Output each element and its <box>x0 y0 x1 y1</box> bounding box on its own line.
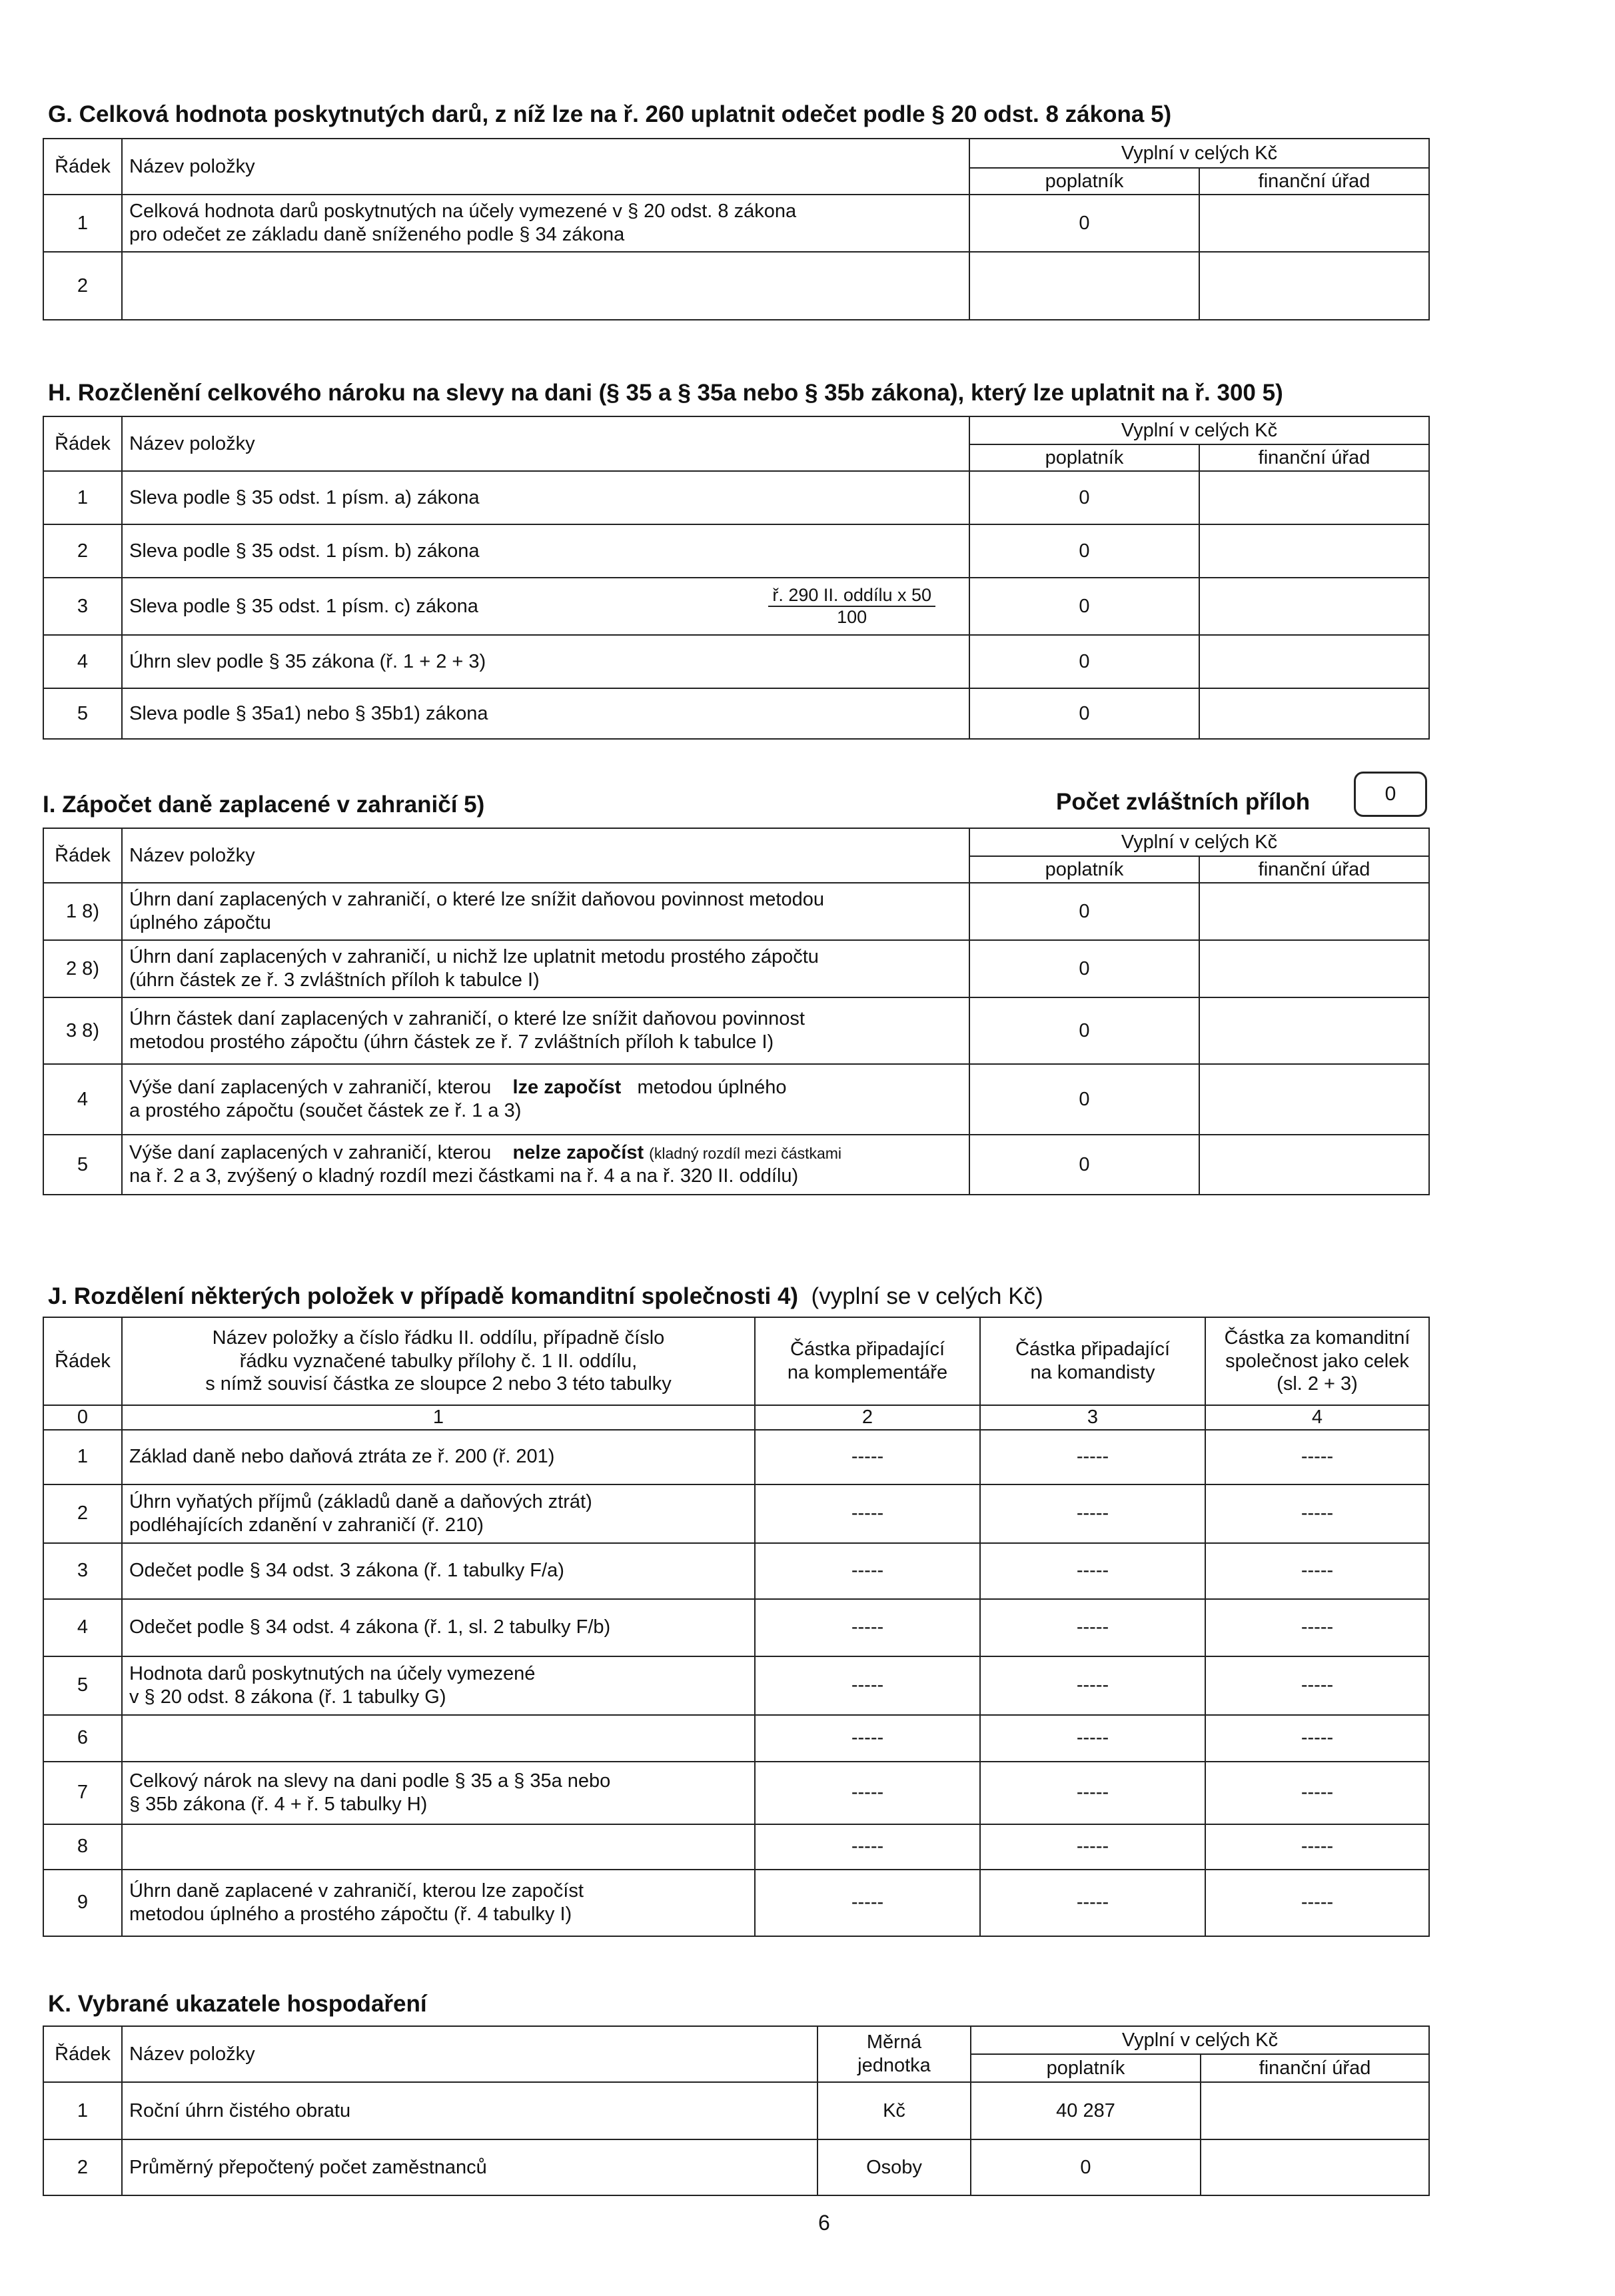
header-komandiste: Částka připadající na komandisty <box>980 1317 1205 1405</box>
table-row <box>43 1135 1429 1195</box>
header-poplatnik: poplatník <box>969 168 1199 195</box>
celek-value[interactable]: ----- <box>1205 1870 1429 1936</box>
column-number: 2 <box>755 1405 980 1430</box>
table-row <box>43 883 1429 940</box>
office-value[interactable] <box>1199 635 1429 688</box>
item-name: Úhrn daní zaplacených v zahraničí, u nichž lze uplatnit metodu prostého zápočtu (úhrn částek ze ř. 3 zvláštních příloh k tabulce I) <box>122 940 969 997</box>
table-row <box>43 1762 1429 1824</box>
celek-value[interactable]: ----- <box>1205 1762 1429 1824</box>
taxpayer-value[interactable]: 0 <box>969 1064 1199 1135</box>
row-number: 4 <box>43 635 122 688</box>
row-number: 5 <box>43 688 122 739</box>
column-number: 0 <box>43 1405 122 1430</box>
table-row <box>43 578 1429 635</box>
header-unit: Měrná jednotka <box>817 2026 971 2082</box>
office-value[interactable] <box>1199 471 1429 524</box>
row-number: 3 <box>43 578 122 635</box>
taxpayer-value[interactable]: 40 287 <box>971 2082 1201 2139</box>
item-name: Sleva podle § 35 odst. 1 písm. a) zákona <box>122 471 969 524</box>
komandiste-value[interactable]: ----- <box>980 1762 1205 1824</box>
komplementar-value[interactable]: ----- <box>755 1599 980 1656</box>
item-name: Sleva podle § 35a1) nebo § 35b1) zákona <box>122 688 969 739</box>
table-row <box>43 1484 1429 1543</box>
row-number: 2 <box>43 252 122 320</box>
taxpayer-value[interactable]: 0 <box>969 688 1199 739</box>
header-nazev-j: Název položky a číslo řádku II. oddílu, případně číslo řádku vyznačené tabulky přílohy č. 1 II. oddílu, s nímž souvisí částka ze sloupce 2 nebo 3 této tabulky <box>122 1317 755 1405</box>
item-name: Celková hodnota darů poskytnutých na účely vymezené v § 20 odst. 8 zákona pro odečet ze základu daně sníženého podle § 34 zákona <box>122 195 969 252</box>
item-name: Úhrn daně zaplacené v zahraničí, kterou lze započíst metodou úplného a prostého zápočtu (ř. 4 tabulky I) <box>122 1870 755 1936</box>
row-number: 9 <box>43 1870 122 1936</box>
header-vyplni: Vyplní v celých Kč <box>969 416 1429 444</box>
komandiste-value[interactable]: ----- <box>980 1870 1205 1936</box>
komandiste-value[interactable]: ----- <box>980 1599 1205 1656</box>
item-name: Hodnota darů poskytnutých na účely vymezené v § 20 odst. 8 zákona (ř. 1 tabulky G) <box>122 1656 755 1715</box>
table-row <box>43 2082 1429 2139</box>
header-radek: Řádek <box>43 2026 122 2082</box>
row-number: 4 <box>43 1599 122 1656</box>
unit-value: Osoby <box>817 2139 971 2195</box>
item-name: Úhrn vyňatých příjmů (základů daně a daňových ztrát) podléhajících zdanění v zahraničí (ř. 210) <box>122 1484 755 1543</box>
header-urad: finanční úřad <box>1201 2054 1429 2082</box>
taxpayer-value[interactable]: 0 <box>969 578 1199 635</box>
taxpayer-value[interactable]: 0 <box>969 524 1199 578</box>
komandiste-value[interactable]: ----- <box>980 1484 1205 1543</box>
table-row <box>43 195 1429 252</box>
header-poplatnik: poplatník <box>971 2054 1201 2082</box>
row-number: 1 <box>43 2082 122 2139</box>
header-radek: Řádek <box>43 828 122 883</box>
komandiste-value[interactable]: ----- <box>980 1824 1205 1870</box>
item-name: Sleva podle § 35 odst. 1 písm. b) zákona <box>122 524 969 578</box>
office-value[interactable] <box>1199 997 1429 1064</box>
table-row <box>43 997 1429 1064</box>
komplementar-value[interactable]: ----- <box>755 1762 980 1824</box>
row-number: 5 <box>43 1656 122 1715</box>
komandiste-value[interactable]: ----- <box>980 1656 1205 1715</box>
office-value[interactable] <box>1201 2139 1429 2195</box>
row-number: 4 <box>43 1064 122 1135</box>
header-radek: Řádek <box>43 139 122 195</box>
office-value[interactable] <box>1199 524 1429 578</box>
celek-value[interactable]: ----- <box>1205 1430 1429 1484</box>
section-h-title: H. Rozčlenění celkového nároku na slevy na dani (§ 35 a § 35a nebo § 35b zákona), který lze uplatnit na ř. 300 5) <box>48 380 1283 406</box>
taxpayer-value[interactable]: 0 <box>969 471 1199 524</box>
komplementar-value[interactable]: ----- <box>755 1656 980 1715</box>
row-number: 1 8) <box>43 883 122 940</box>
office-value[interactable] <box>1199 1064 1429 1135</box>
item-name: Výše daní zaplacených v zahraničí, kterou nelze započíst (kladný rozdíl mezi částkami na ř. 2 a 3, zvýšený o kladný rozdíl mezi částkami na ř. 4 a na ř. 320 II. oddílu) <box>122 1135 969 1195</box>
header-urad: finanční úřad <box>1199 444 1429 471</box>
item-name <box>122 1824 755 1870</box>
taxpayer-value[interactable]: 0 <box>969 635 1199 688</box>
komplementar-value[interactable]: ----- <box>755 1824 980 1870</box>
table-row <box>43 688 1429 739</box>
row-number: 2 <box>43 2139 122 2195</box>
unit-value: Kč <box>817 2082 971 2139</box>
row-number: 3 8) <box>43 997 122 1064</box>
table-row <box>43 635 1429 688</box>
celek-value[interactable]: ----- <box>1205 1599 1429 1656</box>
header-urad: finanční úřad <box>1199 856 1429 883</box>
attachment-count-label: Počet zvláštních příloh <box>1056 789 1311 815</box>
row-number: 3 <box>43 1543 122 1599</box>
komandiste-value[interactable]: ----- <box>980 1430 1205 1484</box>
header-komplementar: Částka připadající na komplementáře <box>755 1317 980 1405</box>
office-value[interactable] <box>1199 1135 1429 1195</box>
header-vyplni: Vyplní v celých Kč <box>969 139 1429 168</box>
section-g-title: G. Celková hodnota poskytnutých darů, z níž lze na ř. 260 uplatnit odečet podle § 20 odst. 8 zákona 5) <box>48 101 1172 127</box>
office-value[interactable] <box>1199 688 1429 739</box>
table-row <box>43 1430 1429 1484</box>
section-g-table <box>43 138 1430 320</box>
celek-value[interactable]: ----- <box>1205 1484 1429 1543</box>
row-number: 5 <box>43 1135 122 1195</box>
celek-value[interactable]: ----- <box>1205 1656 1429 1715</box>
row-number: 2 <box>43 524 122 578</box>
table-row <box>43 1656 1429 1715</box>
taxpayer-value[interactable]: 0 <box>969 195 1199 252</box>
header-poplatnik: poplatník <box>969 856 1199 883</box>
komplementar-value[interactable]: ----- <box>755 1543 980 1599</box>
taxpayer-value[interactable]: 0 <box>969 997 1199 1064</box>
komplementar-value[interactable]: ----- <box>755 1430 980 1484</box>
header-celek: Částka za komanditní společnost jako celek (sl. 2 + 3) <box>1205 1317 1429 1405</box>
komandiste-value[interactable]: ----- <box>980 1715 1205 1762</box>
header-nazev: Název položky <box>122 828 969 883</box>
column-number: 4 <box>1205 1405 1429 1430</box>
celek-value[interactable]: ----- <box>1205 1715 1429 1762</box>
section-i-title: I. Zápočet daně zaplacené v zahraničí 5) <box>43 792 485 818</box>
taxpayer-value[interactable]: 0 <box>969 1135 1199 1195</box>
item-name: Sleva podle § 35 odst. 1 písm. c) zákona $\frac{\text{ř. 290 II. oddílu x 50}}{100}$ <box>122 578 969 635</box>
header-radek: Řádek <box>43 416 122 471</box>
header-poplatnik: poplatník <box>969 444 1199 471</box>
row-number: 1 <box>43 471 122 524</box>
header-radek: Řádek <box>43 1317 122 1405</box>
column-number-row <box>43 1405 1429 1430</box>
header-nazev: Název položky <box>122 2026 817 2082</box>
item-name: Roční úhrn čistého obratu <box>122 2082 817 2139</box>
celek-value[interactable]: ----- <box>1205 1543 1429 1599</box>
item-name: Výše daní zaplacených v zahraničí, kterou lze započíst metodou úplného a prostého zápočtu (součet částek ze ř. 1 a 3) <box>122 1064 969 1135</box>
item-name: Úhrn slev podle § 35 zákona (ř. 1 + 2 + 3) <box>122 635 969 688</box>
item-name: Průměrný přepočtený počet zaměstnanců <box>122 2139 817 2195</box>
page-number: 6 <box>818 2211 830 2235</box>
row-number: 1 <box>43 1430 122 1484</box>
komplementar-value[interactable]: ----- <box>755 1870 980 1936</box>
item-name: Celkový nárok na slevy na dani podle § 35 a § 35a nebo § 35b zákona (ř. 4 + ř. 5 tabulky H) <box>122 1762 755 1824</box>
table-row <box>43 1824 1429 1870</box>
komplementar-value[interactable]: ----- <box>755 1715 980 1762</box>
office-value[interactable] <box>1199 883 1429 940</box>
table-row <box>43 252 1429 320</box>
komandiste-value[interactable]: ----- <box>980 1543 1205 1599</box>
section-h-table <box>43 416 1430 740</box>
section-k-table <box>43 2025 1430 2196</box>
item-name: Úhrn částek daní zaplacených v zahraničí, o které lze snížit daňovou povinnost metodou prostého zápočtu (úhrn částek ze ř. 7 zvláštních příloh k tabulce I) <box>122 997 969 1064</box>
office-value[interactable] <box>1201 2082 1429 2139</box>
komplementar-value[interactable]: ----- <box>755 1484 980 1543</box>
item-name <box>122 1715 755 1762</box>
item-name: Základ daně nebo daňová ztráta ze ř. 200 (ř. 201) <box>122 1430 755 1484</box>
item-name: Úhrn daní zaplacených v zahraničí, o které lze snížit daňovou povinnost metodou úplného zápočtu <box>122 883 969 940</box>
item-name <box>122 252 969 320</box>
column-number: 1 <box>122 1405 755 1430</box>
row-number: 7 <box>43 1762 122 1824</box>
row-number: 1 <box>43 195 122 252</box>
table-row <box>43 471 1429 524</box>
section-k-title: K. Vybrané ukazatele hospodaření <box>48 1991 427 2017</box>
office-value[interactable] <box>1199 940 1429 997</box>
header-nazev: Název položky <box>122 416 969 471</box>
office-value[interactable] <box>1199 195 1429 252</box>
office-value[interactable] <box>1199 252 1429 320</box>
attachment-count-field[interactable]: 0 <box>1354 772 1427 817</box>
row-number: 6 <box>43 1715 122 1762</box>
fraction: $\frac{\text{ř. 290 II. oddílu x 50}}{100}$ <box>768 585 935 628</box>
taxpayer-value[interactable]: 0 <box>969 883 1199 940</box>
row-number: 2 8) <box>43 940 122 997</box>
taxpayer-value[interactable] <box>969 252 1199 320</box>
item-name: Odečet podle § 34 odst. 3 zákona (ř. 1 tabulky F/a) <box>122 1543 755 1599</box>
table-row <box>43 1715 1429 1762</box>
table-row <box>43 1599 1429 1656</box>
header-urad: finanční úřad <box>1199 168 1429 195</box>
row-number: 2 <box>43 1484 122 1543</box>
table-row <box>43 524 1429 578</box>
taxpayer-value[interactable]: 0 <box>971 2139 1201 2195</box>
taxpayer-value[interactable]: 0 <box>969 940 1199 997</box>
section-j-table <box>43 1317 1430 1937</box>
header-nazev: Název položky <box>122 139 969 195</box>
table-row <box>43 940 1429 997</box>
table-row <box>43 1543 1429 1599</box>
celek-value[interactable]: ----- <box>1205 1824 1429 1870</box>
row-number: 8 <box>43 1824 122 1870</box>
section-i-table <box>43 828 1430 1195</box>
header-vyplni: Vyplní v celých Kč <box>969 828 1429 856</box>
office-value[interactable] <box>1199 578 1429 635</box>
header-vyplni: Vyplní v celých Kč <box>971 2026 1429 2054</box>
section-j-title: J. Rozdělení některých položek v případě komanditní společnosti 4) (vyplní se v celých Kč) <box>48 1283 1043 1309</box>
table-row <box>43 1064 1429 1135</box>
item-name: Odečet podle § 34 odst. 4 zákona (ř. 1, sl. 2 tabulky F/b) <box>122 1599 755 1656</box>
table-row <box>43 1870 1429 1936</box>
table-row <box>43 2139 1429 2195</box>
column-number: 3 <box>980 1405 1205 1430</box>
